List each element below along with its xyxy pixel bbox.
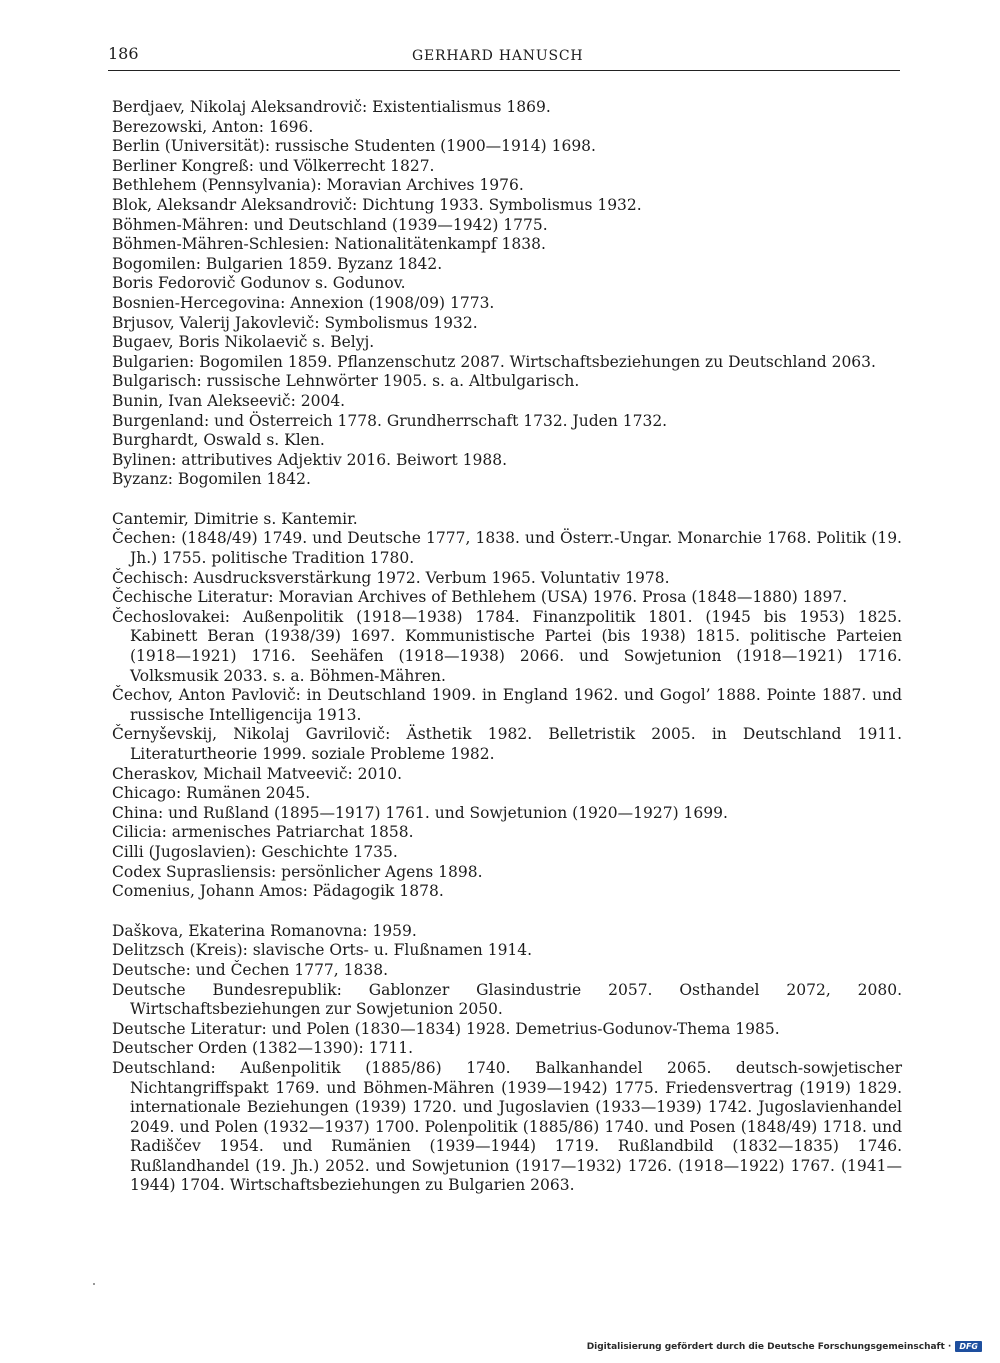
index-entry: Cilli (Jugoslavien): Geschichte 1735. bbox=[112, 842, 398, 861]
funding-text: Digitalisierung gefördert durch die Deutsche Forschungsgemeinschaft · bbox=[586, 1341, 952, 1352]
index-entry: Čechisch: Ausdrucksverstärkung 1972. Verbum 1965. Voluntativ 1978. bbox=[112, 568, 670, 587]
index-entry: Čechoslovakei: Außenpolitik (1918—1938) 1784. Finanzpolitik 1801. (1945 bis 1953) 1825. Kabinett Beran (1938/39) 1697. Kommunistische Partei (bis 1938) 1815. politische Parteien (1918—1921) 1716. Seehäfen (1918—1938) 2066. und Sowjetunion (1918—1921) 1716. Volksmusik 2033. s. a. Böhmen-Mähren. bbox=[112, 607, 902, 685]
index-entry: Černyševskij, Nikolaj Gavrilovič: Ästhetik 1982. Belletristik 2005. in Deutschland 1911. Literaturtheorie 1999. soziale Probleme 1982. bbox=[112, 725, 902, 763]
dfg-logo: DFG bbox=[955, 1341, 982, 1352]
index-entry: Deutscher Orden (1382—1390): 1711. bbox=[112, 1039, 414, 1058]
index-entry: Bulgarien: Bogomilen 1859. Pflanzenschutz 2087. Wirtschaftsbeziehungen zu Deutschland 2063. bbox=[112, 352, 876, 371]
index-entry: Comenius, Johann Amos: Pädagogik 1878. bbox=[112, 882, 444, 901]
index-group bbox=[112, 510, 902, 902]
index-entry: Bylinen: attributives Adjektiv 2016. Beiwort 1988. bbox=[112, 450, 508, 469]
index-entry: Cilicia: armenisches Patriarchat 1858. bbox=[112, 823, 414, 842]
index-entry: Bogomilen: Bulgarien 1859. Byzanz 1842. bbox=[112, 254, 443, 273]
index-entry: Böhmen-Mähren-Schlesien: Nationalitätenkampf 1838. bbox=[112, 235, 546, 254]
page-number: 186 bbox=[108, 44, 139, 63]
index-entry: China: und Rußland (1895—1917) 1761. und Sowjetunion (1920—1927) 1699. bbox=[112, 803, 728, 822]
index-entry: Čechische Literatur: Moravian Archives of Bethlehem (USA) 1976. Prosa (1848—1880) 1897. bbox=[112, 588, 848, 607]
index-entry: Daškova, Ekaterina Romanovna: 1959. bbox=[112, 921, 417, 940]
index-entry: Blok, Aleksandr Aleksandrovič: Dichtung 1933. Symbolismus 1932. bbox=[112, 195, 642, 214]
page-header bbox=[108, 44, 900, 71]
index-entry: Berliner Kongreß: und Völkerrecht 1827. bbox=[112, 156, 435, 175]
index-entry: Chicago: Rumänen 2045. bbox=[112, 784, 311, 803]
index-entry: Čechov, Anton Pavlovič: in Deutschland 1909. in England 1962. und Gogol’ 1888. Pointe 1887. und russische Intelligencija 1913. bbox=[112, 686, 902, 724]
index-entry: Deutsche Bundesrepublik: Gablonzer Glasindustrie 2057. Osthandel 2072, 2080. Wirtschaftsbeziehungen zur Sowjetunion 2050. bbox=[112, 980, 902, 1019]
index-entry: Delitzsch (Kreis): slavische Orts- u. Flußnamen 1914. bbox=[112, 941, 533, 960]
index-entry: Boris Fedorovič Godunov s. Godunov. bbox=[112, 274, 406, 293]
index-entry: Bethlehem (Pennsylvania): Moravian Archives 1976. bbox=[112, 176, 524, 195]
index-entry: Čechen: (1848/49) 1749. und Deutsche 1777, 1838. und Österr.-Ungar. Monarchie 1768. Politik (19. Jh.) 1755. politische Tradition 1780. bbox=[112, 529, 902, 568]
index-entry: Cheraskov, Michail Matveevič: 2010. bbox=[112, 764, 403, 783]
index-entry: Codex Suprasliensis: persönlicher Agens 1898. bbox=[112, 862, 483, 881]
index-entry: Berlin (Universität): russische Studenten (1900—1914) 1698. bbox=[112, 137, 596, 156]
index-entry: Deutsche: und Čechen 1777, 1838. bbox=[112, 960, 389, 979]
print-speck bbox=[93, 1283, 95, 1285]
index-entry: Bugaev, Boris Nikolaevič s. Belyj. bbox=[112, 333, 375, 352]
index-group bbox=[112, 922, 902, 1196]
index-entry: Burgenland: und Österreich 1778. Grundherrschaft 1732. Juden 1732. bbox=[112, 411, 668, 430]
funding-footer bbox=[587, 1341, 982, 1352]
index-entry: Bulgarisch: russische Lehnwörter 1905. s. a. Altbulgarisch. bbox=[112, 372, 580, 391]
index-group bbox=[112, 98, 902, 490]
index-entry: Böhmen-Mähren: und Deutschland (1939—1942) 1775. bbox=[112, 215, 548, 234]
index-entry: Brjusov, Valerij Jakovlevič: Symbolismus 1932. bbox=[112, 313, 478, 332]
index-body bbox=[112, 98, 902, 1196]
running-head: GERHARD HANUSCH bbox=[412, 48, 584, 64]
index-entry: Deutsche Literatur: und Polen (1830—1834) 1928. Demetrius-Godunov-Thema 1985. bbox=[112, 1019, 780, 1038]
index-entry: Bunin, Ivan Alekseevič: 2004. bbox=[112, 391, 346, 410]
index-entry: Bosnien-Hercegovina: Annexion (1908/09) 1773. bbox=[112, 293, 495, 312]
index-entry: Berdjaev, Nikolaj Aleksandrovič: Existentialismus 1869. bbox=[112, 98, 551, 116]
index-entry: Cantemir, Dimitrie s. Kantemir. bbox=[112, 509, 358, 528]
index-entry: Burghardt, Oswald s. Klen. bbox=[112, 431, 325, 450]
index-entry: Byzanz: Bogomilen 1842. bbox=[112, 470, 311, 489]
index-entry: Berezowski, Anton: 1696. bbox=[112, 117, 314, 136]
index-entry: Deutschland: Außenpolitik (1885/86) 1740. Balkanhandel 2065. deutsch-sowjetischer Nichtangriffspakt 1769. und Böhmen-Mähren (1939—1942) 1775. Friedensvertrag (1919) 1829. internationale Beziehungen (1939) 1720. und Jugoslavien (1933—1939) 1742. Jugoslavienhandel 2049. und Polen (1932—1937) 1700. Polenpolitik (1885/86) 1740. und Posen (1848/49) 1718. und Radiščev 1954. und Rumänien (1939—1944) 1719. Rußlandbild (1832—1835) 1746. Rußlandhandel (19. Jh.) 2052. und Sowjetunion (1917—1932) 1726. (1918—1922) 1767. (1941—1944) 1704. Wirtschaftsbeziehungen zu Bulgarien 2063. bbox=[112, 1058, 902, 1195]
